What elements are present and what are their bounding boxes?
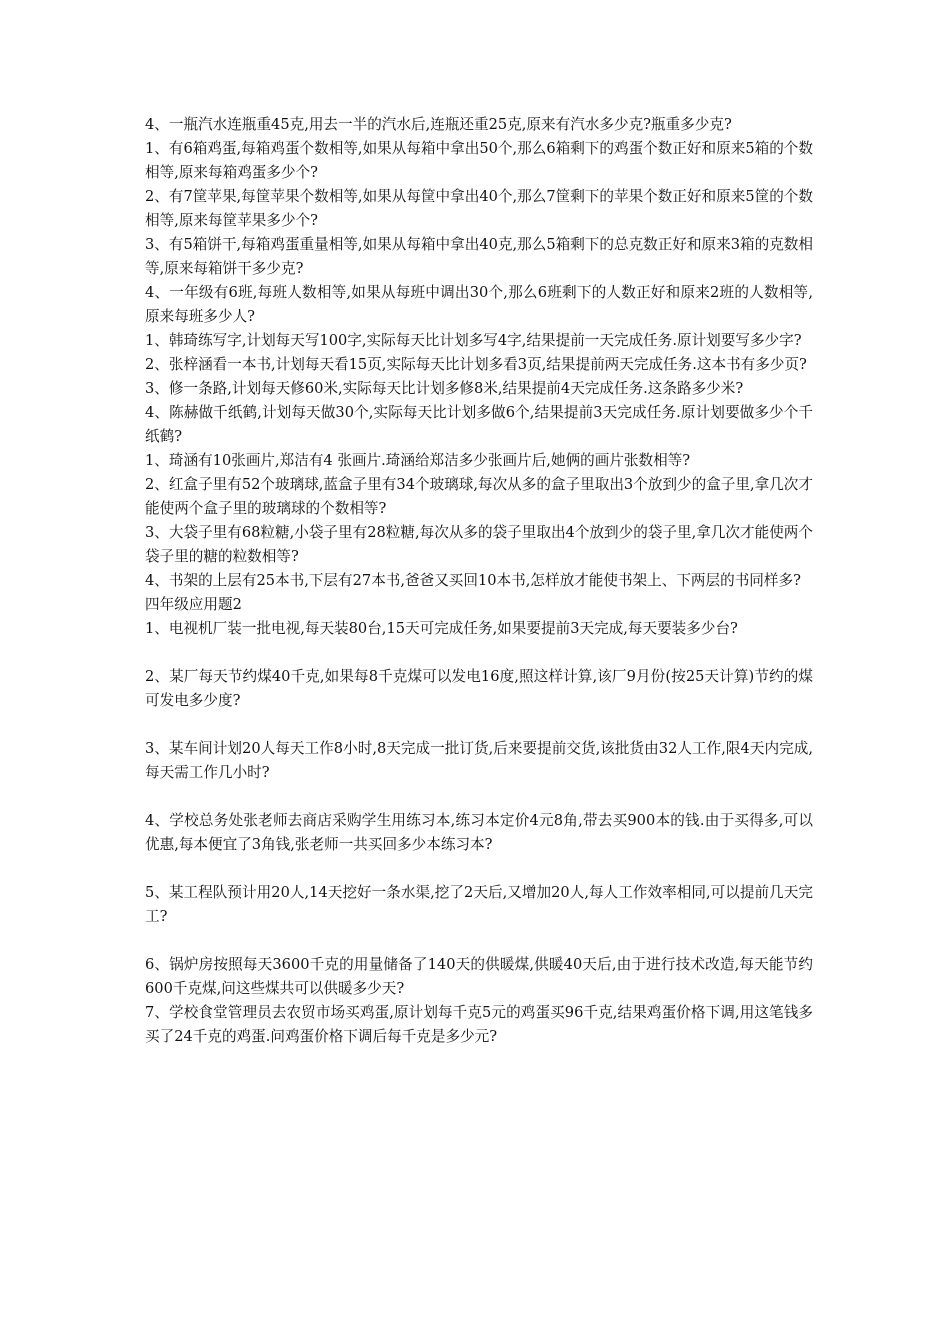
blank-line — [145, 929, 813, 953]
blank-line — [145, 713, 813, 737]
question-paragraph: 2、某厂每天节约煤40千克,如果每8千克煤可以发电16度,照这样计算,该厂9月份(按25天计算)节约的煤可发电多少度? — [145, 668, 813, 709]
question-paragraph: 4、陈赫做千纸鹤,计划每天做30个,实际每天比计划多做6个,结果提前3天完成任务.原计划要做多少个千纸鹤? — [145, 404, 813, 445]
question-paragraph: 1、琦涵有10张画片,郑洁有4 张画片.琦涵给郑洁多少张画片后,她俩的画片张数相等? — [145, 452, 691, 469]
question-paragraph: 3、有5箱饼干,每箱鸡蛋重量相等,如果从每箱中拿出40克,那么5箱剩下的总克数正好和原来3箱的克数相等,原来每箱饼干多少克? — [145, 236, 813, 277]
question-paragraph: 3、大袋子里有68粒糖,小袋子里有28粒糖,每次从多的袋子里取出4个放到少的袋子里,拿几次才能使两个袋子里的糖的粒数相等? — [145, 524, 813, 565]
question-paragraph: 1、韩琦练写字,计划每天写100字,实际每天比计划多写4字,结果提前一天完成任务.原计划要写多少字? — [145, 332, 802, 349]
question-paragraph: 1、有6箱鸡蛋,每箱鸡蛋个数相等,如果从每箱中拿出50个,那么6箱剩下的鸡蛋个数正好和原来5箱的个数相等,原来每箱鸡蛋多少个? — [145, 140, 813, 181]
question-paragraph: 7、学校食堂管理员去农贸市场买鸡蛋,原计划每千克5元的鸡蛋买96千克,结果鸡蛋价格下调,用这笔钱多买了24千克的鸡蛋.问鸡蛋价格下调后每千克是多少元? — [145, 1004, 813, 1045]
question-paragraph: 6、锅炉房按照每天3600千克的用量储备了140天的供暖煤,供暖40天后,由于进行技术改造,每天能节约600千克煤,问这些煤共可以供暖多少天? — [145, 956, 813, 997]
blank-line — [145, 641, 813, 665]
question-paragraph: 4、一年级有6班,每班人数相等,如果从每班中调出30个,那么6班剩下的人数正好和原来2班的人数相等,原来每班多少人? — [145, 284, 813, 325]
document-page — [145, 113, 813, 1049]
question-paragraph: 1、电视机厂装一批电视,每天装80台,15天可完成任务,如果要提前3天完成,每天要装多少台? — [145, 620, 738, 637]
question-paragraph: 3、某车间计划20人每天工作8小时,8天完成一批订货,后来要提前交货,该批货由32人工作,限4天内完成,每天需工作几小时? — [145, 740, 813, 781]
question-paragraph: 4、一瓶汽水连瓶重45克,用去一半的汽水后,连瓶还重25克,原来有汽水多少克?瓶重多少克? — [145, 116, 732, 133]
question-paragraph: 4、学校总务处张老师去商店采购学生用练习本,练习本定价4元8角,带去买900本的钱.由于买得多,可以优惠,每本便宜了3角钱,张老师一共买回多少本练习本? — [145, 812, 813, 853]
section-heading: 四年级应用题2 — [145, 596, 242, 613]
question-paragraph: 4、书架的上层有25本书,下层有27本书,爸爸又买回10本书,怎样放才能使书架上、下两层的书同样多? — [145, 572, 801, 589]
question-paragraph: 2、红盒子里有52个玻璃球,蓝盒子里有34个玻璃球,每次从多的盒子里取出3个放到少的盒子里,拿几次才能使两个盒子里的玻璃球的个数相等? — [145, 476, 813, 517]
blank-line — [145, 857, 813, 881]
question-paragraph: 2、张梓涵看一本书,计划每天看15页,实际每天比计划多看3页,结果提前两天完成任务.这本书有多少页? — [145, 356, 807, 373]
question-paragraph: 2、有7筐苹果,每筐苹果个数相等,如果从每筐中拿出40个,那么7筐剩下的苹果个数正好和原来5筐的个数相等,原来每筐苹果多少个? — [145, 188, 813, 229]
question-paragraph: 3、修一条路,计划每天修60米,实际每天比计划多修8米,结果提前4天完成任务.这条路多少米? — [145, 380, 744, 397]
blank-line — [145, 785, 813, 809]
question-paragraph: 5、某工程队预计用20人,14天挖好一条水渠,挖了2天后,又增加20人,每人工作效率相同,可以提前几天完工? — [145, 884, 813, 925]
